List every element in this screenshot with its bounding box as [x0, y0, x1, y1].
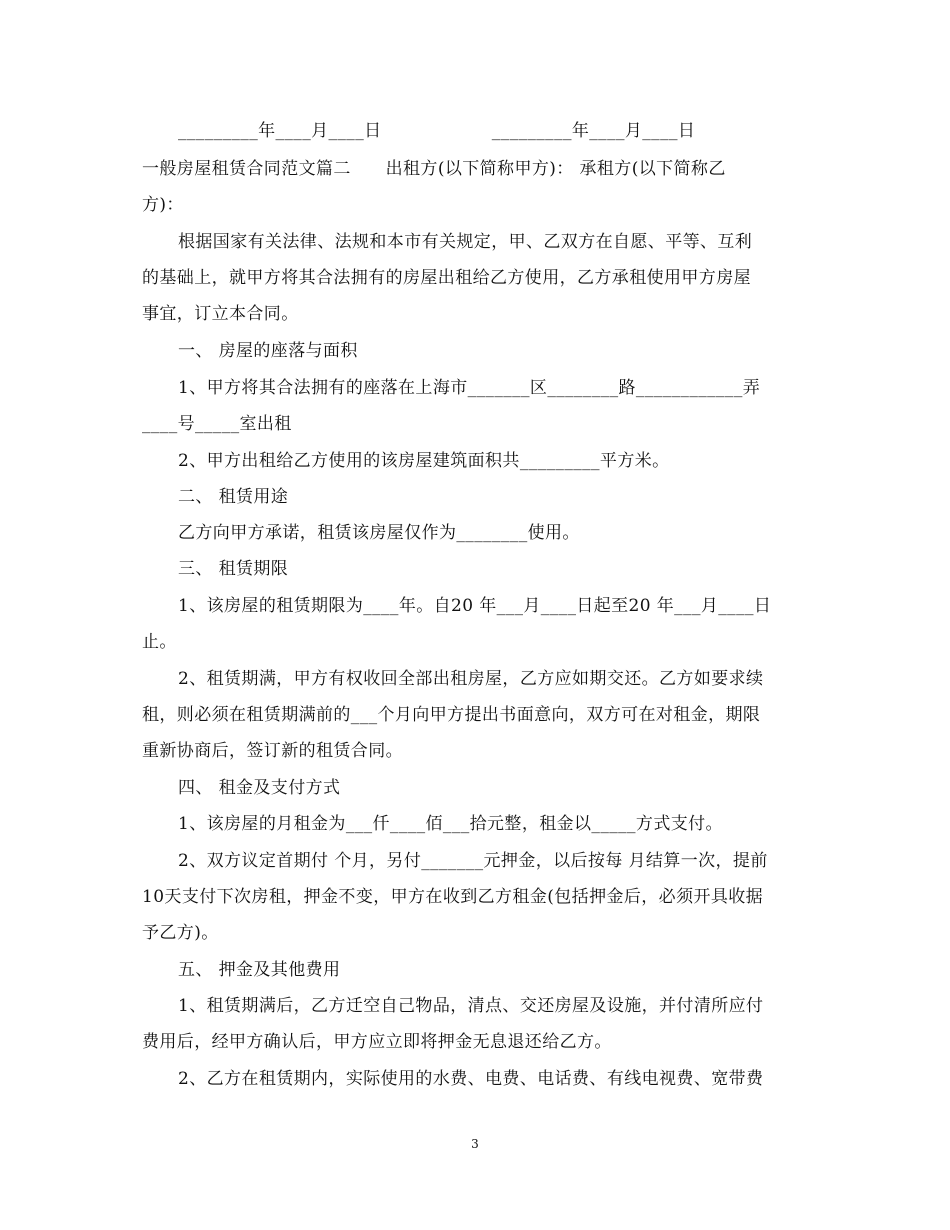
text-line: 1、甲方将其合法拥有的座落在上海市_______区________路____________弄 [178, 378, 761, 398]
section-heading: 二、 租赁用途 [178, 487, 289, 507]
text-line: 2、甲方出租给乙方使用的该房屋建筑面积共_________平方米。 [178, 451, 670, 471]
text-line: 10天支付下次房租，押金不变，甲方在收到乙方租金(包括押金后，必须开具收据 [142, 887, 764, 907]
text-line: 乙方向甲方承诺，租赁该房屋仅作为________使用。 [178, 523, 580, 543]
text-line: ____号_____室出租 [142, 414, 292, 434]
text-line: 2、乙方在租赁期内，实际使用的水费、电费、电话费、有线电视费、宽带费 [178, 1069, 764, 1089]
text-line: 1、该房屋的租赁期限为____年。自20 年___月____日起至20 年___月____日 [178, 596, 772, 616]
page-number: 3 [471, 1137, 479, 1151]
contract-title-line: 一般房屋租赁合同范文篇二 出租方(以下简称甲方)： 承租方(以下简称乙 [142, 159, 726, 179]
section-heading: 四、 租金及支付方式 [178, 778, 341, 798]
text-line: 费用后，经甲方确认后，甲方应立即将押金无息退还给乙方。 [142, 1032, 612, 1052]
text-line: 止。 [142, 632, 177, 652]
text-line: 方)： [142, 195, 184, 215]
section-heading: 三、 租赁期限 [178, 559, 289, 579]
text-line: 事宜，订立本合同。 [142, 304, 299, 324]
section-heading: 一、 房屋的座落与面积 [178, 341, 358, 361]
date-line: _________年____月____日 _________年____月____日 [178, 121, 696, 141]
text-line: 2、租赁期满，甲方有权收回全部出租房屋，乙方应如期交还。乙方如要求续 [178, 669, 764, 689]
text-line: 2、双方议定首期付 个月，另付_______元押金，以后按每 月结算一次，提前 [178, 851, 768, 871]
section-heading: 五、 押金及其他费用 [178, 960, 341, 980]
text-line: 的基础上，就甲方将其合法拥有的房屋出租给乙方使用，乙方承租使用甲方房屋 [142, 268, 751, 288]
text-line: 1、租赁期满后，乙方迁空自己物品，清点、交还房屋及设施，并付清所应付 [178, 996, 764, 1016]
text-line: 予乙方)。 [142, 923, 219, 943]
text-line: 根据国家有关法律、法规和本市有关规定，甲、乙双方在自愿、平等、互利 [178, 232, 753, 252]
text-line: 租，则必须在租赁期满前的___个月向甲方提出书面意向，双方可在对租金，期限 [142, 705, 761, 725]
text-line: 1、该房屋的月租金为___仟____佰___拾元整，租金以_____方式支付。 [178, 814, 723, 834]
text-line: 重新协商后，签订新的租赁合同。 [142, 741, 403, 761]
